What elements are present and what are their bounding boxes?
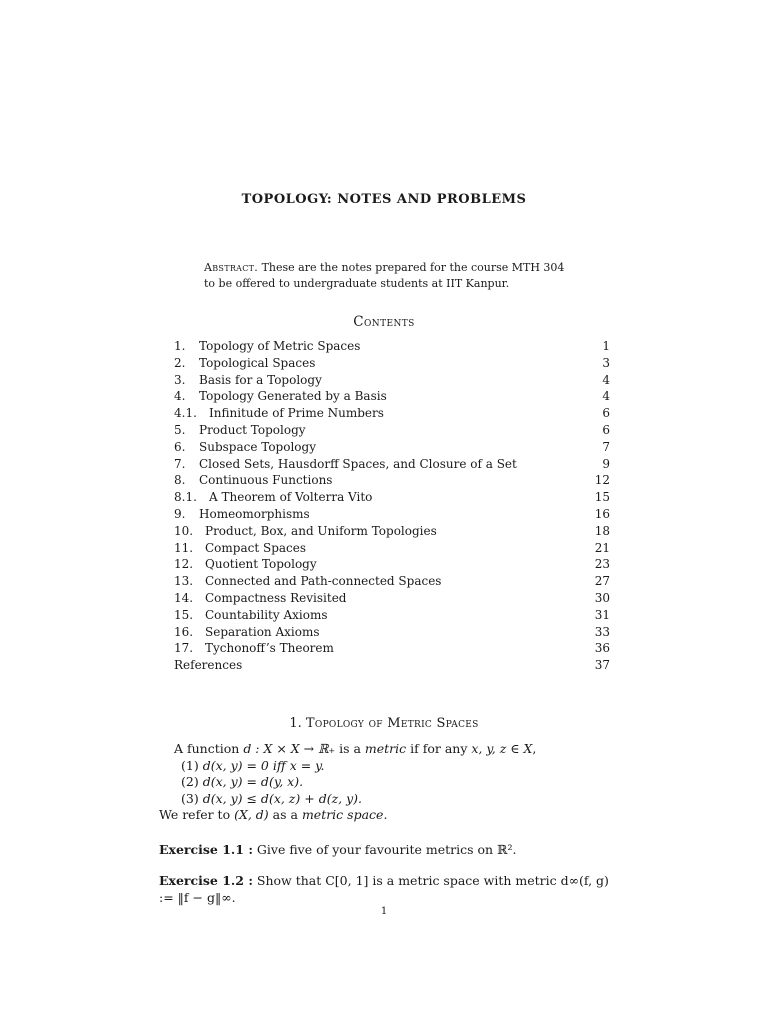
toc-entry-page: 12 [594, 473, 610, 488]
page-number: 1 [380, 906, 388, 917]
toc-entry[interactable] [174, 372, 610, 389]
section-heading [0, 716, 768, 731]
toc-entry-left [174, 607, 327, 624]
toc-entry-number: 6. [174, 439, 186, 454]
toc-entry-page: 3 [602, 355, 610, 370]
toc-entry-left [174, 506, 310, 523]
toc-entry[interactable] [174, 456, 610, 473]
toc-entry-page: 27 [594, 574, 610, 589]
toc-entry-number: 8.1. [174, 490, 197, 505]
exercise-1-2 [159, 873, 611, 906]
toc-entry[interactable] [174, 624, 610, 641]
metric-definition [159, 741, 611, 824]
toc-entry[interactable] [174, 657, 610, 674]
math-run: (X, d) [234, 807, 269, 822]
math-run: d : X × X → ℝ₊ [243, 741, 336, 756]
metric-axioms-list [159, 758, 611, 808]
toc-entry-title: Quotient Topology [205, 557, 317, 572]
definition-intro [159, 741, 611, 758]
toc-entry-page: 9 [602, 456, 610, 471]
toc-entry-left [174, 590, 346, 607]
toc-entry-title: Countability Axioms [205, 607, 328, 622]
math-run: x, y, z ∈ X [471, 741, 533, 756]
metric-space-sentence [159, 807, 611, 824]
exercise-text: Show that C[0, 1] is a metric space with metric d∞(f, g) := ‖f − g‖∞. [159, 873, 609, 905]
axiom-text: d(x, y) ≤ d(x, z) + d(z, y). [202, 790, 363, 806]
metric-axiom [159, 758, 611, 775]
text-run: . [383, 807, 388, 822]
toc-entry-left [174, 355, 315, 372]
section-number: 1. [289, 716, 302, 731]
toc-entry-page: 31 [594, 607, 610, 622]
text-run: We refer to [159, 807, 235, 822]
text-run: , [532, 741, 537, 756]
contents-heading: Contents [353, 314, 415, 330]
exercise-1-1 [159, 842, 611, 859]
toc-entry-page: 1 [602, 339, 610, 353]
toc-entry-left [174, 405, 384, 422]
abstract [204, 260, 576, 292]
toc-entry-title: Continuous Functions [199, 473, 333, 488]
toc-entry-page: 7 [602, 439, 610, 454]
toc-entry-left [174, 472, 332, 489]
toc-entry-number: 3. [174, 372, 186, 387]
exercise-text: Give five of your favourite metrics on ℝ². [252, 842, 517, 857]
abstract-label: Abstract. [204, 261, 259, 274]
document-title: TOPOLOGY: NOTES AND PROBLEMS [241, 192, 527, 207]
toc-entry-left [174, 338, 360, 355]
toc-entry-number: 7. [174, 456, 186, 471]
axiom-text: d(x, y) = 0 iff x = y. [202, 757, 325, 773]
toc-entry-title: Separation Axioms [205, 624, 320, 639]
toc-entry-left [174, 573, 441, 590]
text-run: A function [174, 741, 244, 756]
toc-entry-page: 37 [594, 658, 610, 673]
toc-entry-title: Topology Generated by a Basis [199, 389, 387, 404]
toc-entry-page: 33 [594, 624, 610, 639]
toc-entry-title: Product Topology [199, 422, 306, 437]
toc-entry[interactable] [174, 607, 610, 624]
axiom-label: (2) [181, 774, 199, 789]
toc-entry-left [174, 556, 317, 573]
text-run: if for any [406, 741, 472, 756]
toc-entry-number: 2. [174, 355, 186, 370]
metric-axiom [159, 774, 611, 791]
toc-entry[interactable] [174, 338, 610, 355]
toc-entry-number: 4. [174, 389, 186, 404]
term-metric-space: metric space [301, 807, 384, 822]
toc-entry-title: Topology of Metric Spaces [199, 339, 361, 353]
toc-entry[interactable] [174, 405, 610, 422]
toc-entry-page: 4 [602, 372, 610, 387]
toc-entry-title: Connected and Path-connected Spaces [205, 574, 442, 589]
toc-entry[interactable] [174, 422, 610, 439]
toc-entry-title: Tychonoff’s Theorem [205, 641, 334, 656]
toc-entry[interactable] [174, 355, 610, 372]
axiom-label: (1) [181, 757, 199, 773]
toc-entry-page: 21 [594, 540, 610, 555]
toc-entry-page: 30 [594, 590, 610, 605]
toc-entry-left [174, 439, 316, 456]
toc-entry-page: 23 [594, 557, 610, 572]
toc-entry-number: 16. [174, 624, 194, 639]
toc-entry[interactable] [174, 556, 610, 573]
toc-entry-left [174, 640, 334, 657]
table-of-contents [174, 338, 610, 674]
toc-entry-left [174, 624, 320, 641]
toc-entry-number: 15. [174, 607, 194, 622]
toc-entry-title: Closed Sets, Hausdorff Spaces, and Closure of a Set [199, 456, 517, 471]
exercise-label: Exercise 1.2 : [159, 873, 253, 888]
toc-entry-number: 1. [174, 339, 186, 353]
toc-entry-left [174, 456, 517, 473]
toc-entry-left [174, 372, 322, 389]
toc-entry[interactable] [174, 472, 610, 489]
toc-entry[interactable] [174, 590, 610, 607]
toc-entry[interactable] [174, 439, 610, 456]
toc-entry-left [174, 657, 242, 674]
toc-entry-left [174, 523, 437, 540]
toc-entry[interactable] [174, 523, 610, 540]
toc-entry-page: 6 [602, 422, 610, 437]
axiom-label: (3) [181, 790, 199, 806]
toc-entry-number: 4.1. [174, 406, 197, 421]
exercise-label: Exercise 1.1 : [159, 842, 253, 857]
toc-entry-left [174, 540, 306, 557]
toc-entry-page: 15 [594, 490, 610, 505]
axiom-text: d(x, y) = d(y, x). [202, 774, 304, 789]
toc-entry-number: 14. [174, 590, 194, 605]
toc-entry-number: 9. [174, 506, 186, 521]
toc-entry[interactable] [174, 506, 610, 523]
toc-entry-title: References [174, 658, 243, 673]
toc-entry-number: 13. [174, 574, 194, 589]
toc-entry-title: Topological Spaces [199, 355, 316, 370]
toc-entry[interactable] [174, 388, 610, 405]
metric-axiom [159, 791, 611, 808]
toc-entry[interactable] [174, 540, 610, 557]
toc-entry-title: Compactness Revisited [205, 590, 347, 605]
section-title: Topology of Metric Spaces [305, 716, 479, 731]
toc-entry-left [174, 489, 372, 506]
text-run: as a [268, 807, 302, 822]
abstract-text: These are the notes prepared for the course MTH 304 to be offered to undergraduate students at IIT Kanpur. [204, 261, 565, 290]
toc-entry-title: Product, Box, and Uniform Topologies [205, 523, 437, 538]
toc-entry-left [174, 388, 387, 405]
toc-entry[interactable] [174, 640, 610, 657]
toc-entry-title: A Theorem of Volterra Vito [209, 490, 373, 505]
toc-entry-page: 16 [594, 506, 610, 521]
toc-entry-title: Subspace Topology [199, 439, 316, 454]
text-run: is a [335, 741, 365, 756]
toc-entry-number: 12. [174, 557, 194, 572]
toc-entry-page: 6 [602, 406, 610, 421]
toc-entry-page: 36 [594, 641, 610, 656]
term-metric: metric [364, 741, 407, 756]
toc-entry-title: Basis for a Topology [199, 372, 322, 387]
toc-entry-page: 4 [602, 389, 610, 404]
toc-entry[interactable] [174, 489, 610, 506]
toc-entry-title: Homeomorphisms [199, 506, 310, 521]
toc-entry-number: 11. [174, 540, 194, 555]
toc-entry-left [174, 422, 306, 439]
toc-entry[interactable] [174, 573, 610, 590]
toc-entry-title: Infinitude of Prime Numbers [209, 406, 384, 421]
toc-entry-number: 17. [174, 641, 194, 656]
toc-entry-number: 8. [174, 473, 186, 488]
toc-entry-number: 10. [174, 523, 194, 538]
toc-entry-number: 5. [174, 422, 186, 437]
toc-entry-page: 18 [594, 523, 610, 538]
toc-entry-title: Compact Spaces [205, 540, 307, 555]
